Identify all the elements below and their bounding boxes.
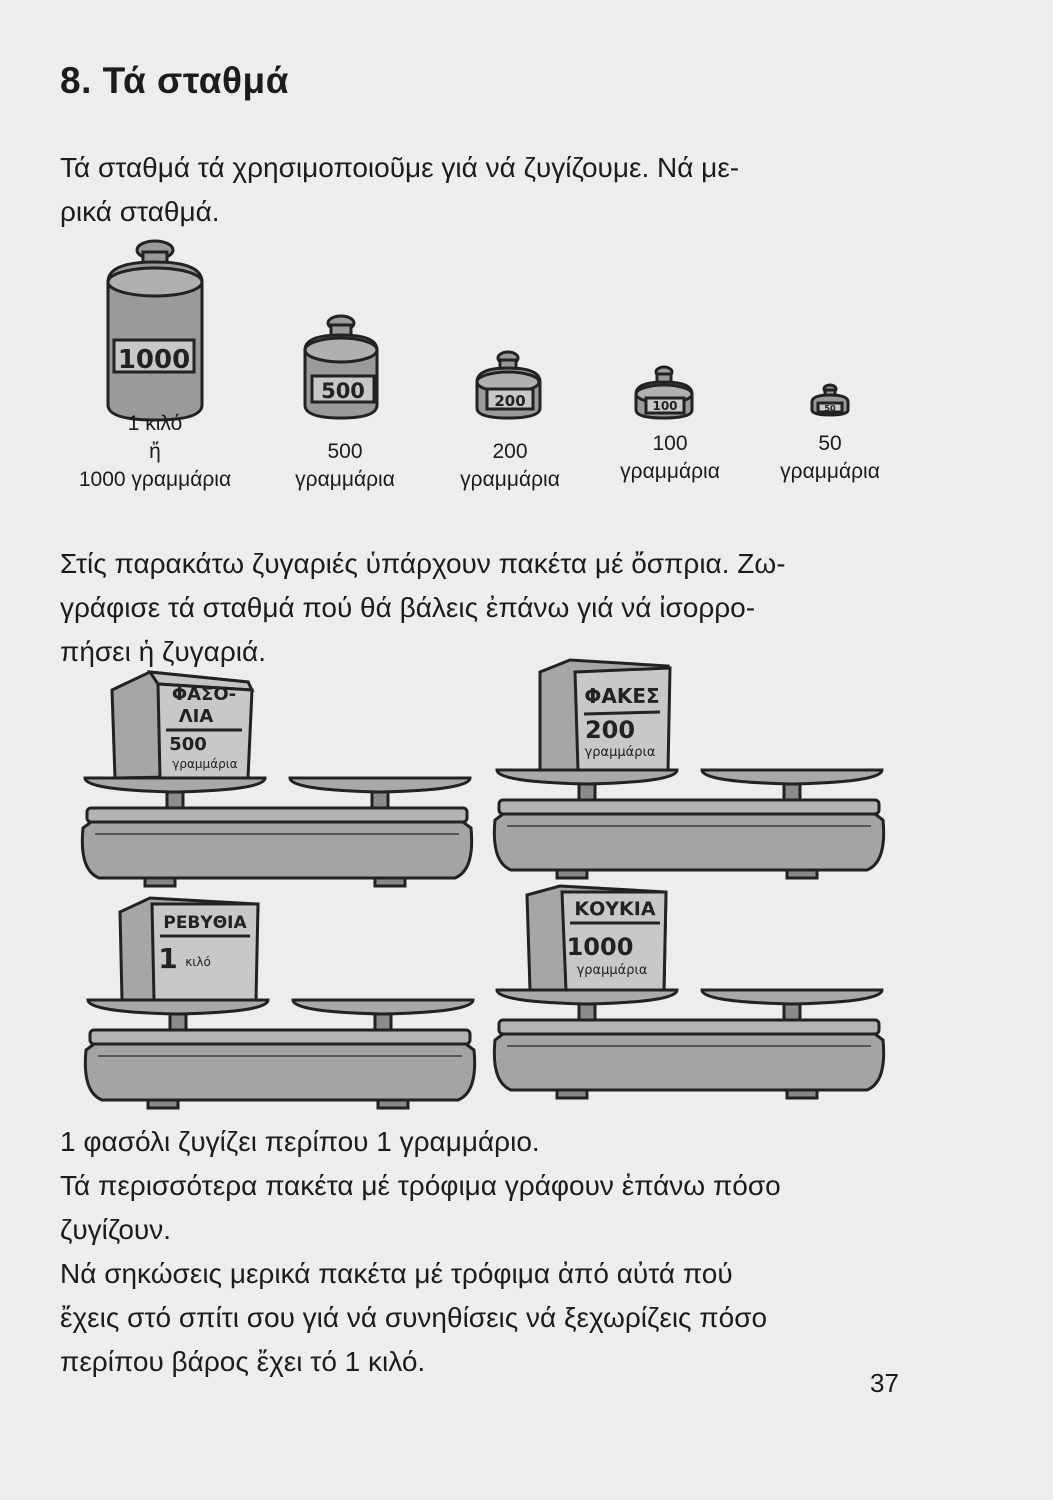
package-name: ΛΙΑ [178,706,214,727]
weight-label-200: 200 γραμμάρια [460,440,560,491]
package-name: ΡΕΒΥΘΙΑ [163,913,247,933]
package-amount: 200 [584,716,636,744]
package-unit: γραμμάρια [172,757,238,771]
package-amount: 1 [158,942,178,975]
intro-line: Τά σταθμά τά χρησιμοποιοῦμε γιά νά ζυγίζουμε. Νά με- [60,152,740,183]
notes-paragraph [60,1120,910,1384]
package-amount: 1000 [566,933,634,961]
package-name: ΚΟΥΚΙΑ [574,898,656,920]
package-amount: 500 [169,734,207,755]
page-title: 8. Τά σταθμά [60,60,289,101]
instruction-line: Στίς παρακάτω ζυγαριές ὑπάρχουν πακέτα μέ ὄσπρια. Ζω- [60,548,786,579]
weight-label-50: 50 γραμμάρια [780,432,880,483]
scale-koukia [494,886,883,1098]
notes-line: ζυγίζουν. [60,1214,172,1245]
instruction-line: πήσει ἡ ζυγαριά. [60,636,266,667]
weight-mark: 100 [652,399,678,413]
package-unit: γραμμάρια [584,745,656,760]
package-unit: κιλό [185,955,211,969]
notes-line: περίπου βάρος ἔχει τό 1 κιλό. [60,1346,426,1377]
weight-mark: 1000 [117,345,191,375]
weight-mark: 50 [824,404,836,413]
weight-label-1000: 1 κιλό ἤ 1000 γραμμάρια [78,412,232,491]
notes-line: 1 φασόλι ζυγίζει περίπου 1 γραμμάριο. [60,1126,540,1157]
notes-line: Νά σηκώσεις μερικά πακέτα μέ τρόφιμα ἀπό αὐτά πού [60,1258,733,1289]
page-number: 37 [870,1368,899,1398]
scale-fasolia [82,672,471,886]
intro-line: ρικά σταθμά. [60,196,220,227]
package-name: ΦΑΣΟ- [171,684,237,705]
scale-revythia [85,898,474,1108]
instruction-line: γράφισε τά σταθμά πού θά βάλεις ἐπάνω γιά νά ἰσορρο- [60,592,756,623]
notes-line: Τά περισσότερα πακέτα μέ τρόφιμα γράφουν ἐπάνω πόσο [60,1170,781,1201]
package-name: ΦΑΚΕΣ [584,684,660,708]
notes-line: ἔχεις στό σπίτι σου γιά νά συνηθίσεις νά ξεχωρίζεις πόσο [60,1302,768,1333]
weight-label-100: 100 γραμμάρια [620,432,720,483]
package-unit: γραμμάρια [576,963,648,978]
weight-mark: 200 [494,392,526,410]
weight-label-500: 500 γραμμάρια [295,440,395,491]
weight-mark: 500 [321,379,365,403]
scale-fakes [494,660,883,878]
